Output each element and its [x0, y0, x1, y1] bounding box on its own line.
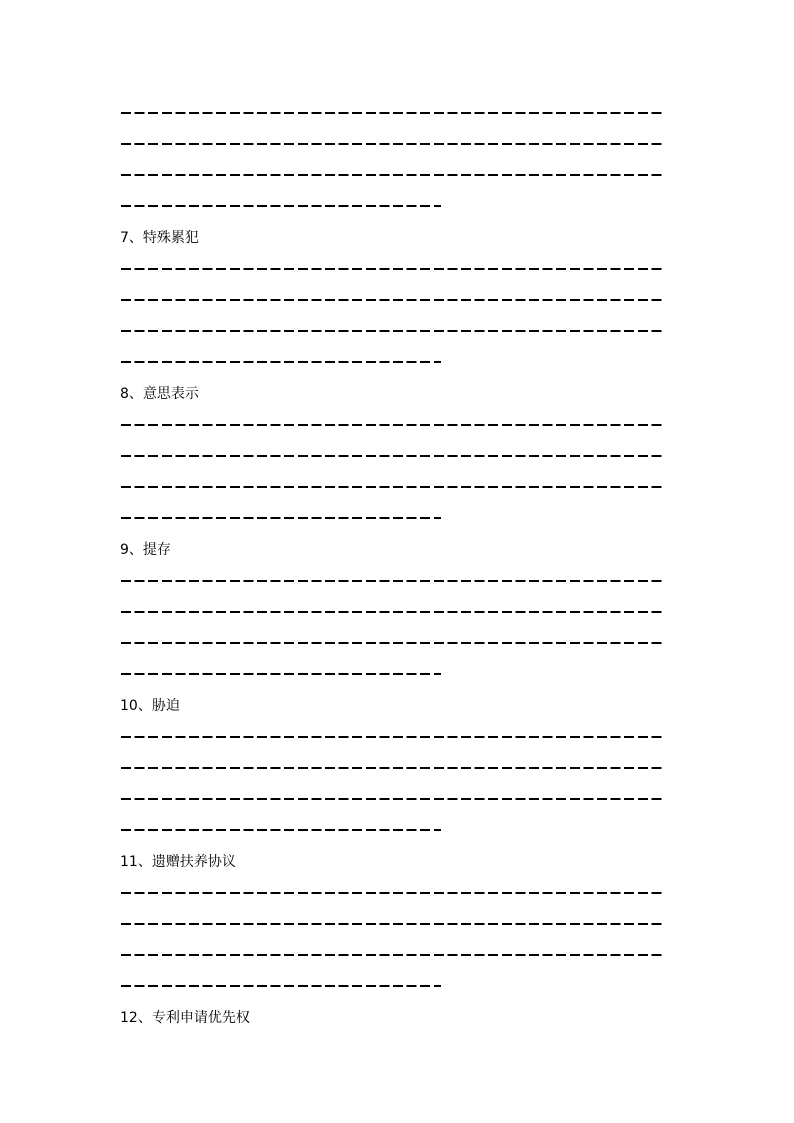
- question-heading: 8、意思表示: [120, 386, 199, 402]
- question-heading: 7、特殊累犯: [120, 230, 199, 246]
- answer-line: [121, 455, 664, 457]
- answer-line: [121, 424, 664, 426]
- answer-line: [121, 923, 664, 925]
- answer-line: [121, 112, 664, 114]
- answer-line: [121, 642, 664, 644]
- answer-line: [121, 798, 664, 800]
- question-heading: 9、提存: [120, 542, 171, 558]
- answer-line: [121, 486, 664, 488]
- answer-line: [121, 985, 441, 987]
- question-heading: 11、遗赠扶养协议: [120, 854, 236, 870]
- answer-line: [121, 580, 664, 582]
- answer-line: [121, 361, 441, 363]
- answer-line: [121, 673, 441, 675]
- answer-line: [121, 829, 441, 831]
- answer-line: [121, 205, 441, 207]
- answer-line: [121, 767, 664, 769]
- answer-line: [121, 299, 664, 301]
- answer-line: [121, 517, 441, 519]
- answer-line: [121, 954, 664, 956]
- answer-line: [121, 330, 664, 332]
- answer-line: [121, 611, 664, 613]
- answer-line: [121, 174, 664, 176]
- question-heading: 12、专利申请优先权: [120, 1010, 250, 1026]
- answer-line: [121, 143, 664, 145]
- question-heading: 10、胁迫: [120, 698, 180, 714]
- answer-line: [121, 736, 664, 738]
- answer-line: [121, 892, 664, 894]
- answer-line: [121, 268, 664, 270]
